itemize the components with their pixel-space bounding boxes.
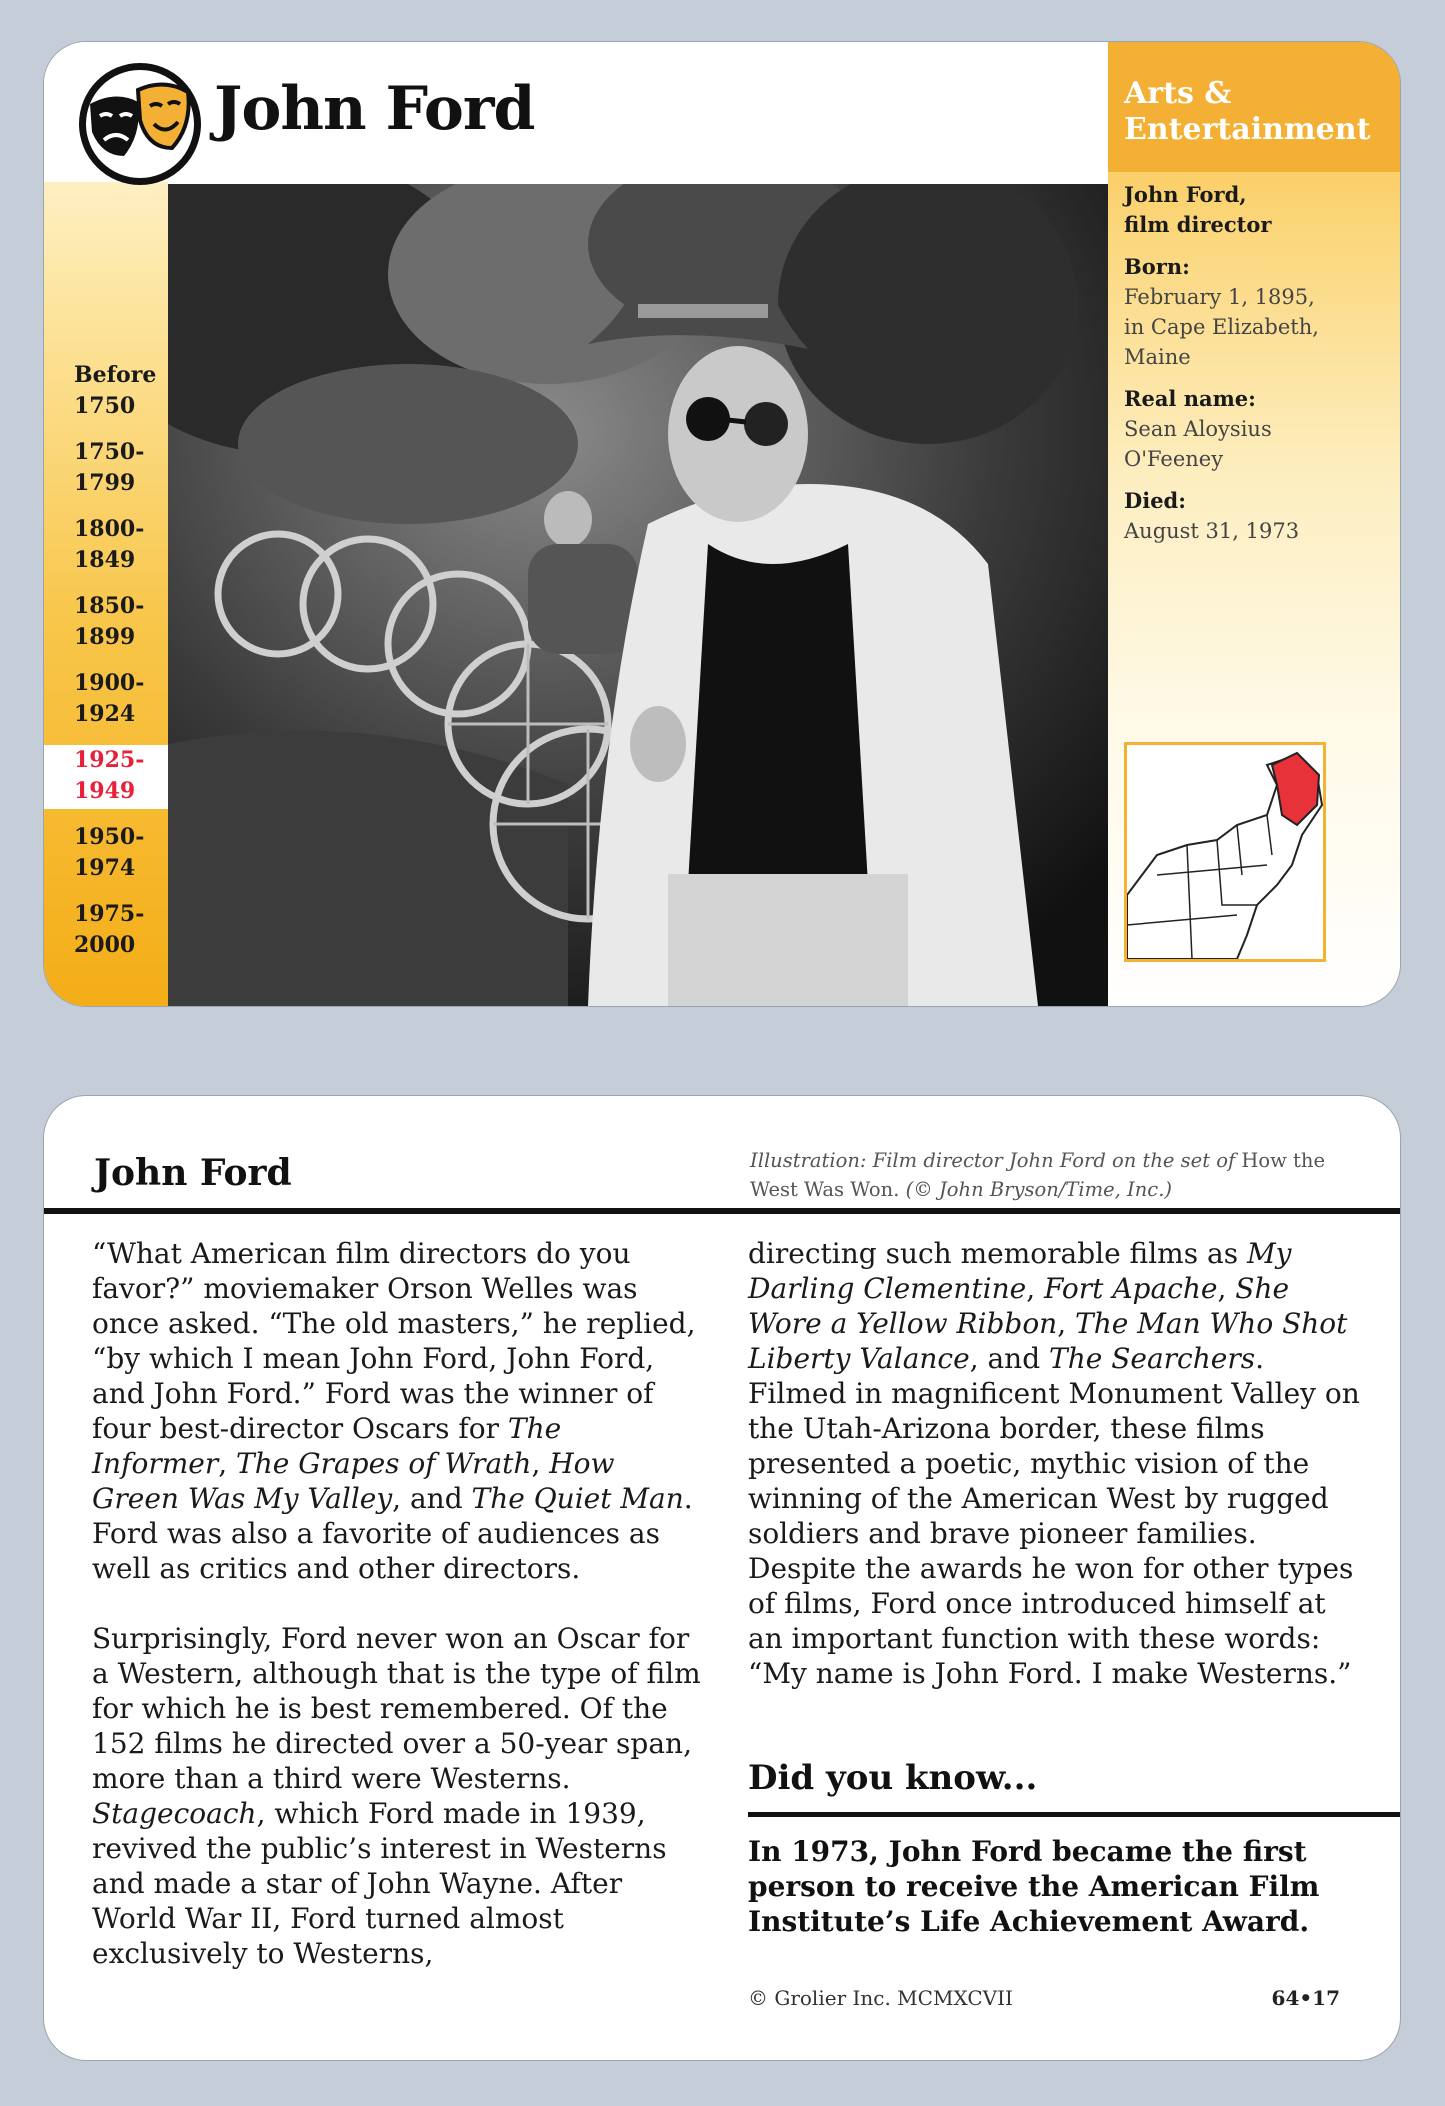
timeline-item: 1850- 1899 xyxy=(74,593,145,650)
title-bar xyxy=(44,42,1108,182)
front-card xyxy=(44,42,1400,1006)
body-paragraph: “What American film directors do you favor?” moviemaker Orson Welles was once asked. “The old masters,” he replied, “by which I mean John Ford, John Ford, and John Ford.” Ford was the winner of four best-director Oscars for The Informer, The Grapes of Wrath, How Green Was My Valley, and The Quiet Man. Ford was also a favorite of audiences as well as critics and other directors. xyxy=(92,1237,696,1585)
illustration-caption: Illustration: Film director John Ford on the set of How the West Was Won. (© John Bryson/Time, Inc.) xyxy=(750,1149,1325,1201)
died-value: August 31, 1973 xyxy=(1124,519,1300,543)
timeline-item: 1950- 1974 xyxy=(74,824,145,881)
fact-list xyxy=(1124,180,1394,558)
theater-masks-icon xyxy=(76,60,204,188)
born-value: February 1, 1895, in Cape Elizabeth, Maine xyxy=(1124,285,1319,369)
category-label: Arts & Entertainment xyxy=(1124,76,1371,147)
timeline xyxy=(44,360,168,976)
timeline-item: 1975- 2000 xyxy=(74,901,145,958)
real-name-value: Sean Aloysius O'Feeney xyxy=(1124,417,1272,471)
body-paragraph: Surprisingly, Ford never won an Oscar for a Western, although that is the type of film for which he is best remembered. Of the 152 films he directed over a 50-year span, more than a third were Westerns. Stagecoach, which Ford made in 1939, revived the public’s interest in Westerns and made a star of John Wayne. After World War II, Ford turned almost exclusively to Westerns, xyxy=(92,1622,701,1970)
did-you-know-rule xyxy=(748,1812,1400,1817)
born-label: Born: xyxy=(1124,254,1190,279)
card-number: 64•17 xyxy=(1271,1986,1340,2010)
body-column-right xyxy=(748,1236,1368,1691)
did-you-know-title: Did you know... xyxy=(748,1758,1038,1798)
timeline-item: 1900- 1924 xyxy=(74,670,145,727)
info-panel xyxy=(1108,42,1400,1006)
copyright: © Grolier Inc. MCMXCVII xyxy=(748,1986,1013,2010)
body-column-left xyxy=(92,1236,704,1971)
header-rule xyxy=(44,1208,1400,1214)
timeline-item-active: 1925- 1949 xyxy=(44,745,168,809)
card-title: John Ford xyxy=(214,74,535,144)
body-paragraph: directing such memorable films as My Darling Clementine, Fort Apache, She Wore a Yellow Ribbon, The Man Who Shot Liberty Valance, and The Searchers. Filmed in magnificent Monument Valley on the Utah-Arizona border, these films presented a poetic, mythic vision of the winning of the American West by rugged soldiers and brave pioneer families. Despite the awards he won for other types of films, Ford once introduced himself at an important function with these words: “My name is John Ford. I make Westerns.” xyxy=(748,1237,1360,1690)
real-name-label: Real name: xyxy=(1124,386,1256,411)
subject-name: John Ford, film director xyxy=(1124,182,1272,237)
died-label: Died: xyxy=(1124,488,1186,513)
maine-locator-map xyxy=(1124,742,1326,962)
portrait-photo xyxy=(168,184,1108,1006)
back-title: John Ford xyxy=(94,1152,292,1194)
timeline-item: 1800- 1849 xyxy=(74,516,145,573)
did-you-know-text: In 1973, John Ford became the first person to receive the American Film Institute’s Life Achievement Award. xyxy=(748,1835,1320,1938)
timeline-item: Before 1750 xyxy=(74,362,157,419)
timeline-item: 1750- 1799 xyxy=(74,439,145,496)
back-card xyxy=(44,1096,1400,2060)
